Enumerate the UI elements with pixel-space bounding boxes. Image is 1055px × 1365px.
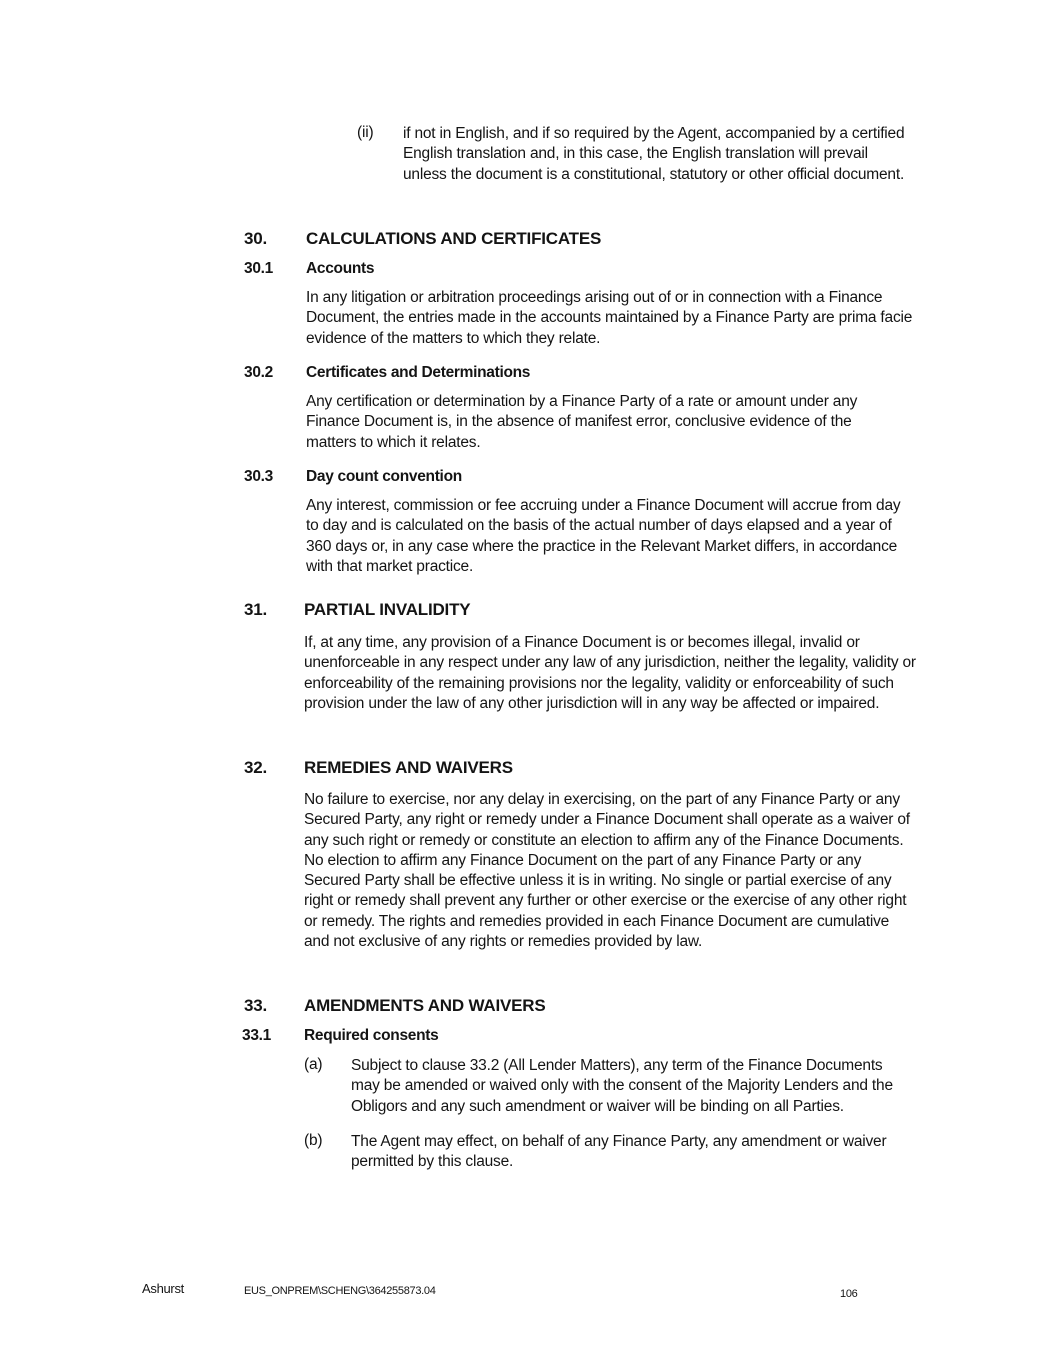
clause-33-1-heading: Required consents [304,1027,439,1044]
clause-30-1-number: 30.1 [244,260,273,277]
section-31-text: If, at any time, any provision of a Finance Document is or becomes illegal, invalid or unenforceable in any respect under any law of any jurisdiction, neither the legality, validity or enforceability of the remaining provisions nor the legality, validity or enforceability of such provision under the law of any other jurisdiction will in any way be affected or impaired. [304,634,916,712]
clause-30-3-text: Any interest, commission or fee accruing under a Finance Document will accrue from day to day and is calculated on the basis of the actual number of days elapsed and a year of 360 days or, in any case where the practice in the Relevant Market differs, in accordance with that market practice. [306,497,901,575]
item-label-a: (a) [304,1056,323,1073]
item-label-ii: (ii) [357,124,374,141]
footer-page-number: 106 [840,1288,858,1300]
footer-firm-name: Ashurst [142,1281,184,1296]
section-31-heading: PARTIAL INVALIDITY [304,600,471,619]
clause-30-1-heading: Accounts [306,260,375,277]
item-text-b: The Agent may effect, on behalf of any Finance Party, any amendment or waiver permitted by this clause. [351,1133,887,1171]
section-33-number: 33. [244,996,268,1015]
section-30-number: 30. [244,229,268,248]
clause-30-3-heading: Day count convention [306,468,462,485]
footer-document-reference: EUS_ONPREM\SCHENG\364255873.04 [244,1285,436,1297]
section-32-heading: REMEDIES AND WAIVERS [304,758,513,777]
section-33-heading: AMENDMENTS AND WAIVERS [304,996,546,1015]
section-32-number: 32. [244,758,268,777]
item-text-a: Subject to clause 33.2 (All Lender Matters), any term of the Finance Documents may be amended or waived only with the consent of the Majority Lenders and the Obligors and any such amendment or waiver will be binding on all Parties. [351,1057,893,1115]
item-label-b: (b) [304,1132,323,1149]
clause-30-2-text: Any certification or determination by a Finance Party of a rate or amount under any Finance Document is, in the absence of manifest error, conclusive evidence of the matters to which it relates. [306,393,858,451]
section-32-text: No failure to exercise, nor any delay in exercising, on the part of any Finance Party or any Secured Party, any right or remedy under a Finance Document shall operate as a waiver of any such right or remedy or constitute an election to affirm any of the Finance Documents. No election to affirm any Finance Document on the part of any Finance Party or any Secured Party shall be effective unless it is in writing. No single or partial exercise of any right or remedy shall prevent any further or other exercise or the exercise of any other right or remedy. The rights and remedies provided in each Finance Document are cumulative and not exclusive of any rights or remedies provided by law. [304,791,910,951]
clause-30-2-number: 30.2 [244,364,273,381]
section-31-number: 31. [244,600,268,619]
clause-30-1-text: In any litigation or arbitration proceedings arising out of or in connection with a Finance Document, the entries made in the accounts maintained by a Finance Party are prima facie evidence of the matters to which they relate. [306,289,913,347]
clause-30-2-heading: Certificates and Determinations [306,364,531,381]
item-text-ii: if not in English, and if so required by the Agent, accompanied by a certified English translation and, in this case, the English translation will prevail unless the document is a constitutional, statutory or other official document. [403,125,905,183]
clause-33-1-number: 33.1 [242,1027,271,1044]
clause-30-3-number: 30.3 [244,468,273,485]
section-30-heading: CALCULATIONS AND CERTIFICATES [306,229,602,248]
